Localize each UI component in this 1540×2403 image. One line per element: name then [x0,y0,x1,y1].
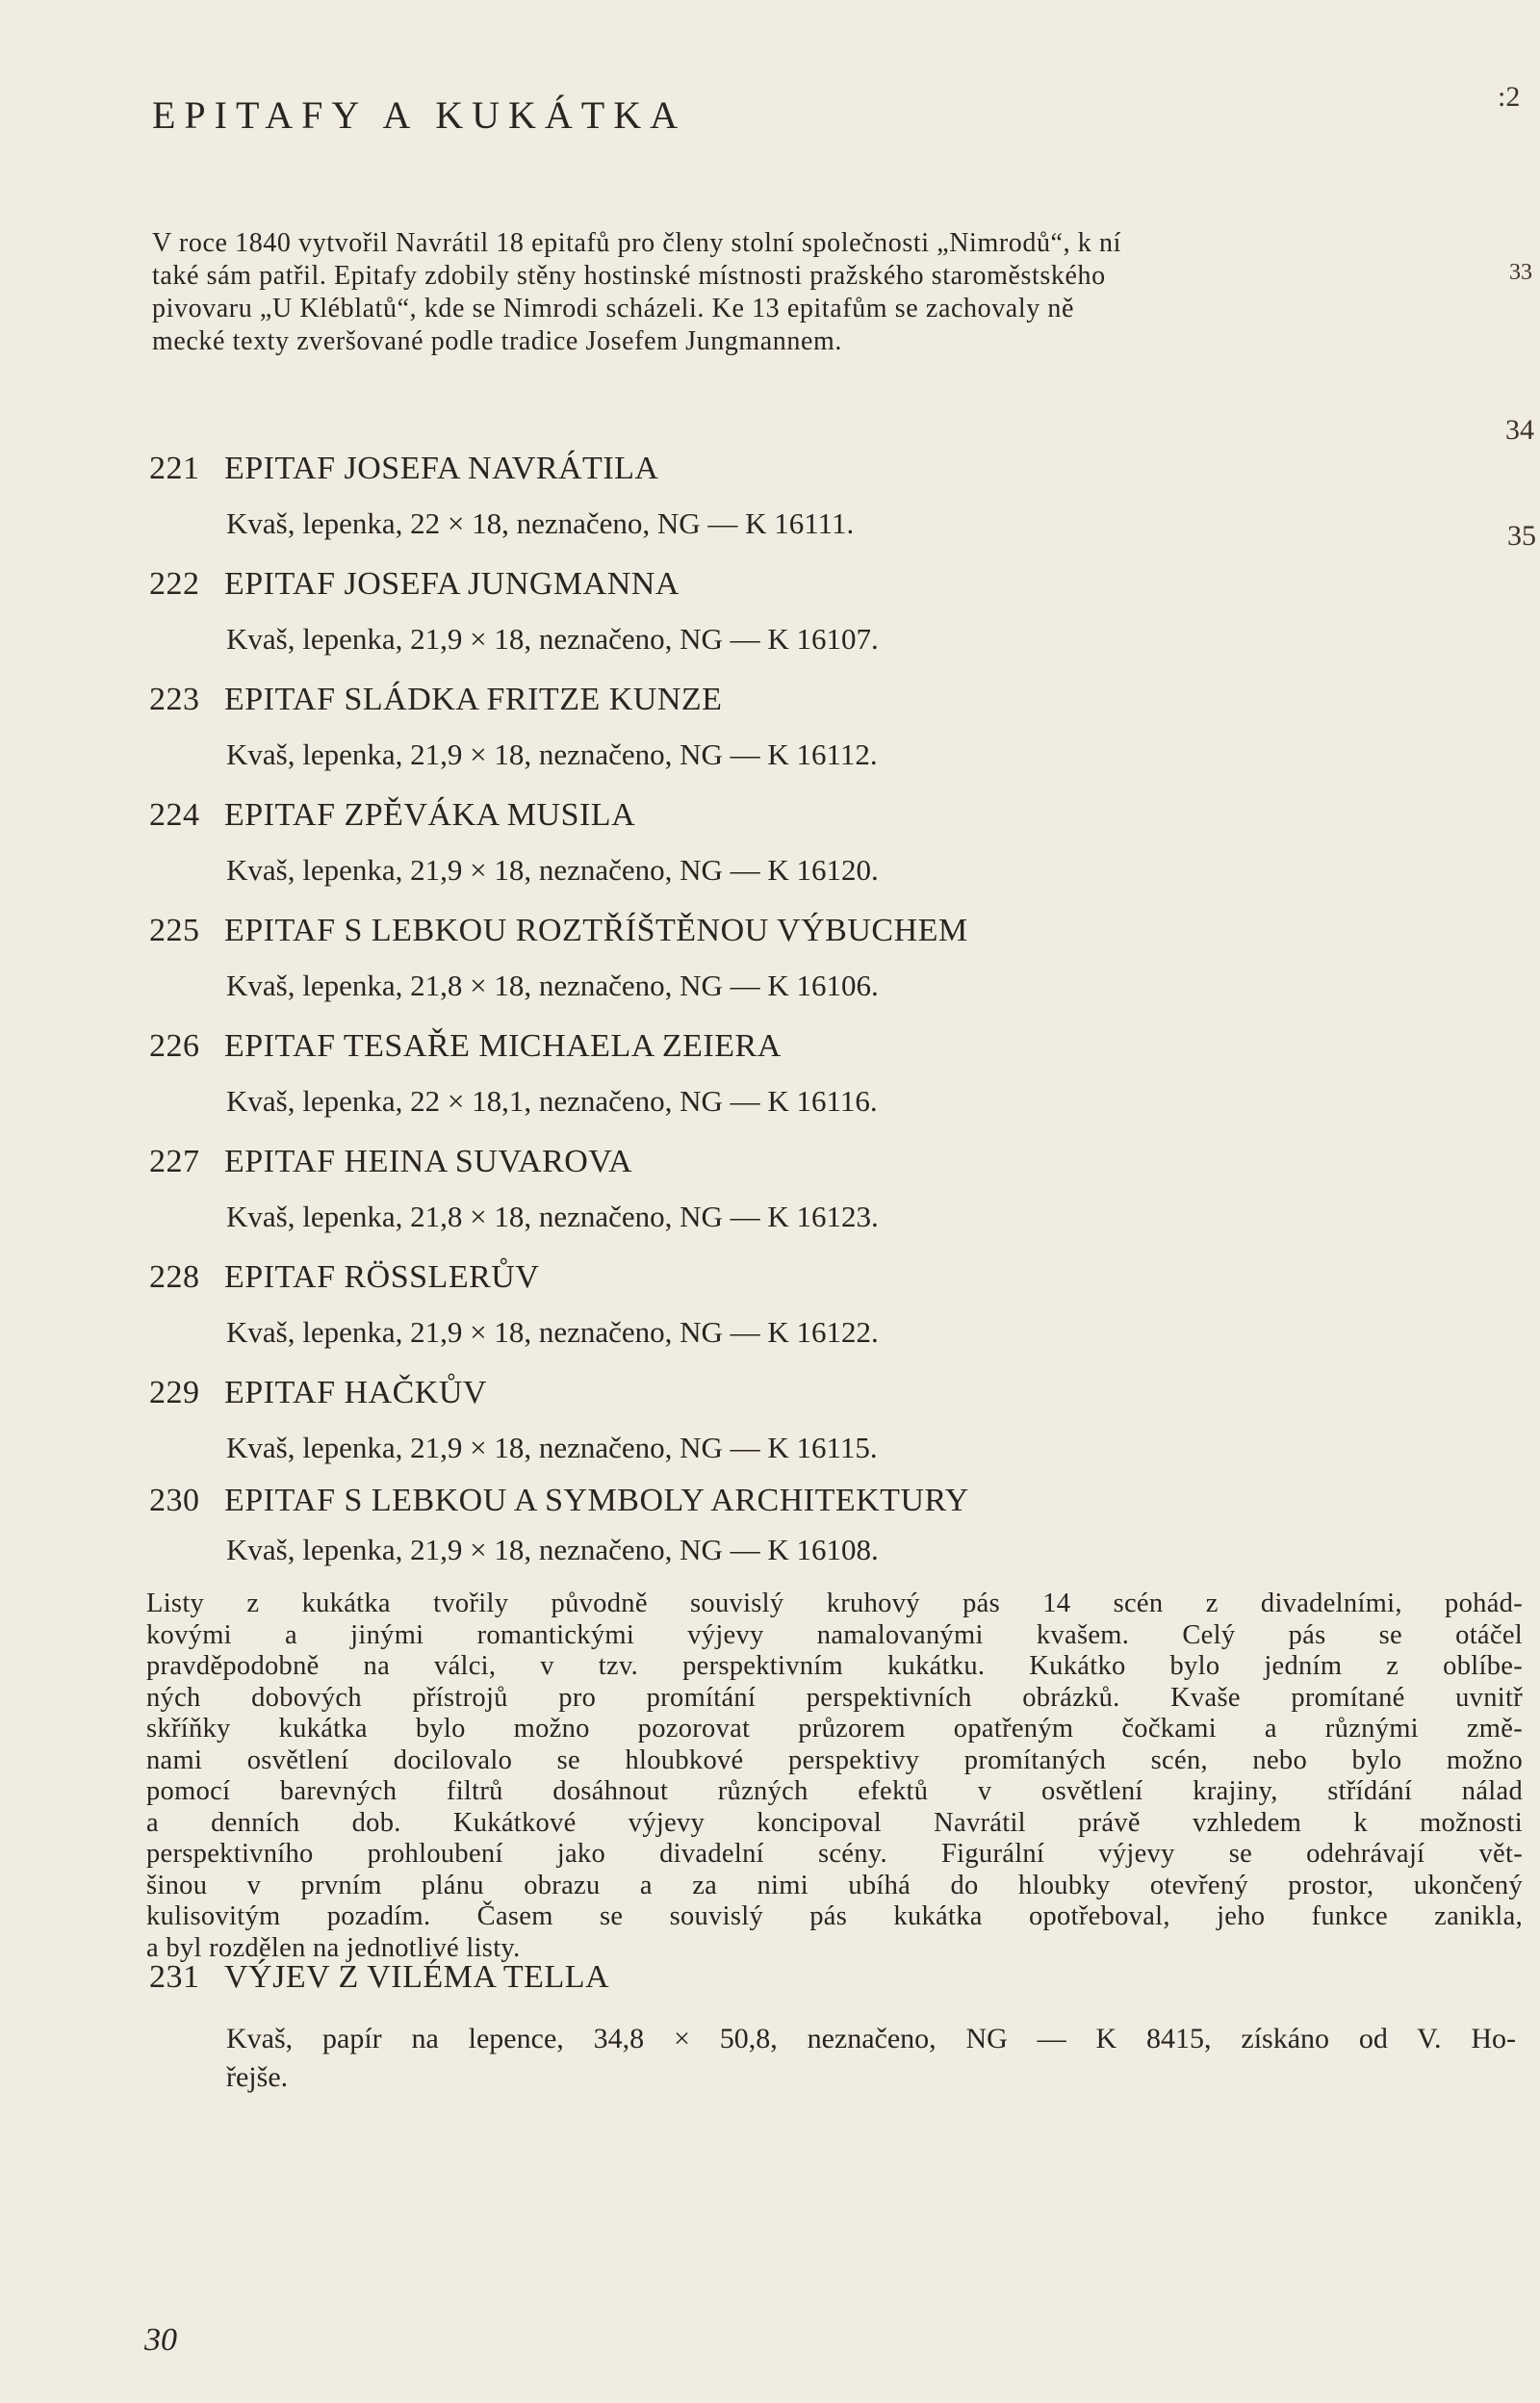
essay-line: kovými a jinými romantickými výjevy namalovanými kvašem. Celý pás se otáčel [146,1619,1523,1650]
margin-number: 34 [1505,414,1534,446]
essay-line: skříňky kukátka bylo možno pozorovat průzorem opatřeným čočkami a různými změ- [146,1714,1523,1744]
entry-description: Kvaš, lepenka, 22 × 18,1, neznačeno, NG — K 16116. [226,1084,878,1118]
catalog-entry [149,1259,1400,1350]
entry-description: Kvaš, lepenka, 21,9 × 18, neznačeno, NG — K 16115. [226,1431,878,1464]
essay-line: pravděpodobně na válci, v tzv. perspektivním kukátku. Kukátko bylo jedním z oblíbe- [146,1651,1523,1681]
margin-number: 33 [1509,260,1532,285]
description-line: řejše. [226,2061,289,2093]
entry-title-line [149,451,1400,487]
entry-number: 227 [149,1144,200,1179]
entry-title-line [149,1144,1400,1180]
entry-description: Kvaš, lepenka, 21,9 × 18, neznačeno, NG — K 16107. [226,622,879,656]
entry-number: 230 [149,1483,200,1518]
essay-line: a denních dob. Kukátkové výjevy koncipoval Navrátil právě vzhledem k možnosti [146,1807,1523,1838]
entry-description: Kvaš, lepenka, 21,9 × 18, neznačeno, NG — K 16120. [226,853,879,887]
entry-title-line [149,566,1400,603]
entry-description [226,2020,1516,2097]
page-heading: EPITAFY A KUKÁTKA [152,93,686,137]
entry-title: EPITAF S LEBKOU A SYMBOLY ARCHITEKTURY [224,1483,969,1518]
intro-line: pivovaru „U Kléblatů“, kde se Nimrodi scházeli. Ke 13 epitafům se zachovaly ně [152,294,1075,323]
catalog-entry [149,1375,1400,1465]
entry-title-line [149,1259,1400,1296]
catalog-entry [149,566,1400,657]
margin-number: :2 [1498,81,1521,113]
essay-line: Listy z kukátka tvořily původně souvislý kruhový pás 14 scén z divadelními, pohád- [146,1589,1523,1618]
catalog-entry [149,451,1400,541]
entry-number: 225 [149,913,200,948]
entry-number: 226 [149,1028,200,1064]
catalog-entry [149,1483,1400,1567]
entry-title: EPITAF JOSEFA JUNGMANNA [224,566,680,602]
entry-description: Kvaš, lepenka, 21,9 × 18, neznačeno, NG — K 16108. [226,1533,879,1566]
entry-number: 222 [149,566,200,602]
entry-title: EPITAF RÖSSLERŮV [224,1259,540,1295]
entry-title-line [149,1028,1400,1065]
entry-description: Kvaš, lepenka, 21,8 × 18, neznačeno, NG — K 16123. [226,1200,879,1233]
entry-number: 228 [149,1259,200,1295]
entry-title-line [149,913,1400,949]
intro-line: také sám patřil. Epitafy zdobily stěny hostinské místnosti pražského staroměstského [152,261,1106,291]
entry-title: EPITAF HAČKŮV [224,1375,487,1410]
catalog-entry [149,1144,1400,1234]
catalog-entry [149,1028,1400,1119]
essay-line: a byl rozdělen na jednotlivé listy. [146,1932,521,1963]
intro-line: V roce 1840 vytvořil Navrátil 18 epitafů pro členy stolní společnosti „Nimrodů“, k ní [152,228,1121,258]
essay-line: ných dobových přístrojů pro promítání perspektivních obrázků. Kvaše promítané uvnitř [146,1682,1523,1713]
entry-title: EPITAF HEINA SUVAROVA [224,1144,633,1179]
entry-number: 223 [149,682,200,717]
entry-title-line [149,682,1400,718]
entry-title: EPITAF JOSEFA NAVRÁTILA [224,451,659,486]
catalog-entry-title [149,1959,609,1996]
margin-number: 35 [1507,520,1536,552]
entry-description: Kvaš, lepenka, 22 × 18, neznačeno, NG — K 16111. [226,506,855,540]
entry-title: EPITAF SLÁDKA FRITZE KUNZE [224,682,723,717]
catalog-entry [149,682,1400,772]
entry-title: VÝJEV Z VILÉMA TELLA [224,1959,610,1995]
entry-title: EPITAF S LEBKOU ROZTŘÍŠTĚNOU VÝBUCHEM [224,913,968,948]
catalog-entry [149,913,1400,1003]
essay-line: perspektivního prohloubení jako divadelní scény. Figurální výjevy se odehrávají vět- [146,1839,1523,1869]
catalog-entry [149,797,1400,888]
entry-number: 229 [149,1375,200,1410]
entry-title-line [149,1375,1400,1411]
essay-line: kulisovitým pozadím. Časem se souvislý pás kukátka opotřeboval, jeho funkce zanikla, [146,1901,1523,1931]
entry-number: 231 [149,1959,200,1995]
page-number: 30 [144,2322,177,2358]
entry-number: 221 [149,451,200,486]
essay-line: šinou v prvním plánu obrazu a za nimi ubíhá do hloubky otevřený prostor, ukončený [146,1870,1523,1900]
entry-description: Kvaš, lepenka, 21,9 × 18, neznačeno, NG — K 16112. [226,737,878,771]
essay-line: pomocí barevných filtrů dosáhnout různých efektů v osvětlení krajiny, střídání nálad [146,1776,1523,1806]
intro-paragraph [152,227,1500,358]
entry-number: 224 [149,797,200,833]
entry-title-line [149,1483,1400,1519]
entry-title: EPITAF TESAŘE MICHAELA ZEIERA [224,1028,782,1064]
entry-title: EPITAF ZPĚVÁKA MUSILA [224,797,636,833]
entry-title-line [149,797,1400,834]
entry-description: Kvaš, lepenka, 21,8 × 18, neznačeno, NG — K 16106. [226,969,879,1002]
entry-description: Kvaš, lepenka, 21,9 × 18, neznačeno, NG — K 16122. [226,1315,879,1349]
description-line: Kvaš, papír na lepence, 34,8 × 50,8, neznačeno, NG — K 8415, získáno od V. Ho- [226,2023,1516,2054]
intro-line: mecké texty zveršované podle tradice Josefem Jungmannem. [152,326,843,356]
essay-line: nami osvětlení docilovalo se hloubkové perspektivy promítaných scén, nebo bylo možno [146,1744,1523,1775]
essay-paragraph [146,1589,1523,1964]
